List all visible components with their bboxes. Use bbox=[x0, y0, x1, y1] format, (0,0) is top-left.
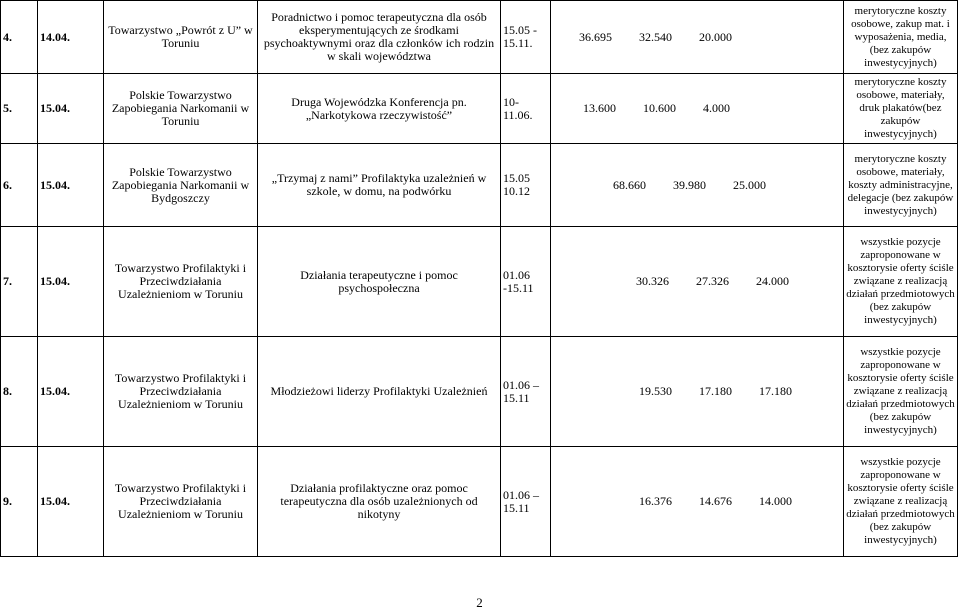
organization-name: Polskie Towarzystwo Zapobiegania Narkomanii w Bydgoszczy bbox=[104, 144, 258, 227]
organization-name: Polskie Towarzystwo Zapobiegania Narkomanii w Toruniu bbox=[104, 74, 258, 144]
eligible-costs: wszystkie pozycje zaproponowane w kosztorysie oferty ściśle związane z realizacją działań przedmiotowych (bez zakupów inwestycyjnych) bbox=[844, 227, 958, 337]
project-title: Druga Wojewódzka Konferencja pn. „Narkotykowa rzeczywistość” bbox=[258, 74, 501, 144]
page-number: 2 bbox=[476, 595, 483, 610]
requested-cost-value: 32.540 bbox=[639, 29, 672, 44]
amounts-cell bbox=[551, 447, 844, 557]
organization-name: Towarzystwo Profilaktyki i Przeciwdziałania Uzależnieniom w Toruniu bbox=[104, 227, 258, 337]
table-row bbox=[1, 144, 958, 227]
row-number: 6. bbox=[1, 144, 38, 227]
total-cost-value: 68.660 bbox=[613, 177, 646, 192]
submission-date: 14.04. bbox=[38, 1, 104, 74]
project-period: 01.06 – 15.11 bbox=[501, 337, 551, 447]
organization-name: Towarzystwo Profilaktyki i Przeciwdziałania Uzależnieniom w Toruniu bbox=[104, 447, 258, 557]
organization-name: Towarzystwo Profilaktyki i Przeciwdziałania Uzależnieniom w Toruniu bbox=[104, 337, 258, 447]
amounts-cell bbox=[551, 1, 844, 74]
amounts-cell bbox=[551, 337, 844, 447]
eligible-costs: merytoryczne koszty osobowe, materiały, druk plakatów(bez zakupów inwestycyjnych) bbox=[844, 74, 958, 144]
requested-cost-value: 17.180 bbox=[699, 384, 732, 398]
requested-cost-value: 27.326 bbox=[696, 274, 729, 288]
grant-amount-value: 24.000 bbox=[756, 274, 789, 288]
grant-amount-value: 25.000 bbox=[733, 177, 766, 192]
project-title: Młodzieżowi liderzy Profilaktyki Uzależnień bbox=[258, 337, 501, 447]
grant-amount-value: 4.000 bbox=[703, 101, 730, 115]
project-title: Poradnictwo i pomoc terapeutyczna dla osób eksperymentujących ze środkami psychoaktywnymi oraz dla członków ich rodzin w skali województwa bbox=[258, 1, 501, 74]
row-number: 7. bbox=[1, 227, 38, 337]
total-cost-value: 13.600 bbox=[583, 101, 616, 115]
grant-amount-value: 17.180 bbox=[759, 384, 792, 398]
table-row bbox=[1, 1, 958, 74]
grant-amount-value: 20.000 bbox=[699, 29, 732, 44]
table-row bbox=[1, 337, 958, 447]
project-period: 10-11.06. bbox=[501, 74, 551, 144]
project-period: 01.06 -15.11 bbox=[501, 227, 551, 337]
total-cost-value: 36.695 bbox=[579, 29, 612, 44]
amounts-cell bbox=[551, 74, 844, 144]
submission-date: 15.04. bbox=[38, 337, 104, 447]
amounts-cell bbox=[551, 144, 844, 227]
project-title: Działania terapeutyczne i pomoc psychospołeczna bbox=[258, 227, 501, 337]
amounts-cell bbox=[551, 227, 844, 337]
total-cost-value: 30.326 bbox=[636, 274, 669, 288]
requested-cost-value: 14.676 bbox=[699, 494, 732, 508]
row-number: 4. bbox=[1, 1, 38, 74]
row-number: 9. bbox=[1, 447, 38, 557]
requested-cost-value: 10.600 bbox=[643, 101, 676, 115]
eligible-costs: merytoryczne koszty osobowe, zakup mat. i wyposażenia, media, (bez zakupów inwestycyjnych) bbox=[844, 1, 958, 74]
eligible-costs: wszystkie pozycje zaproponowane w kosztorysie oferty ściśle związane z realizacją działań przedmiotowych (bez zakupów inwestycyjnych) bbox=[844, 447, 958, 557]
eligible-costs: wszystkie pozycje zaproponowane w kosztorysie oferty ściśle związane z realizacją działań przedmiotowych (bez zakupów inwestycyjnych) bbox=[844, 337, 958, 447]
project-title: Działania profilaktyczne oraz pomoc terapeutyczna dla osób uzależnionych od nikotyny bbox=[258, 447, 501, 557]
table-row bbox=[1, 447, 958, 557]
total-cost-value: 19.530 bbox=[639, 384, 672, 398]
eligible-costs: merytoryczne koszty osobowe, materiały, koszty administracyjne, delegacje (bez zakupów inwestycyjnych) bbox=[844, 144, 958, 227]
project-period: 01.06 – 15.11 bbox=[501, 447, 551, 557]
project-title: „Trzymaj z nami” Profilaktyka uzależnień w szkole, w domu, na podwórku bbox=[258, 144, 501, 227]
grant-amount-value: 14.000 bbox=[759, 494, 792, 508]
table-row bbox=[1, 227, 958, 337]
submission-date: 15.04. bbox=[38, 74, 104, 144]
row-number: 8. bbox=[1, 337, 38, 447]
row-number: 5. bbox=[1, 74, 38, 144]
table-row bbox=[1, 74, 958, 144]
organization-name: Towarzystwo „Powrót z U” w Toruniu bbox=[104, 1, 258, 74]
submission-date: 15.04. bbox=[38, 227, 104, 337]
project-period: 15.05 10.12 bbox=[501, 144, 551, 227]
requested-cost-value: 39.980 bbox=[673, 177, 706, 192]
project-period: 15.05 - 15.11. bbox=[501, 1, 551, 74]
total-cost-value: 16.376 bbox=[639, 494, 672, 508]
submission-date: 15.04. bbox=[38, 447, 104, 557]
submission-date: 15.04. bbox=[38, 144, 104, 227]
